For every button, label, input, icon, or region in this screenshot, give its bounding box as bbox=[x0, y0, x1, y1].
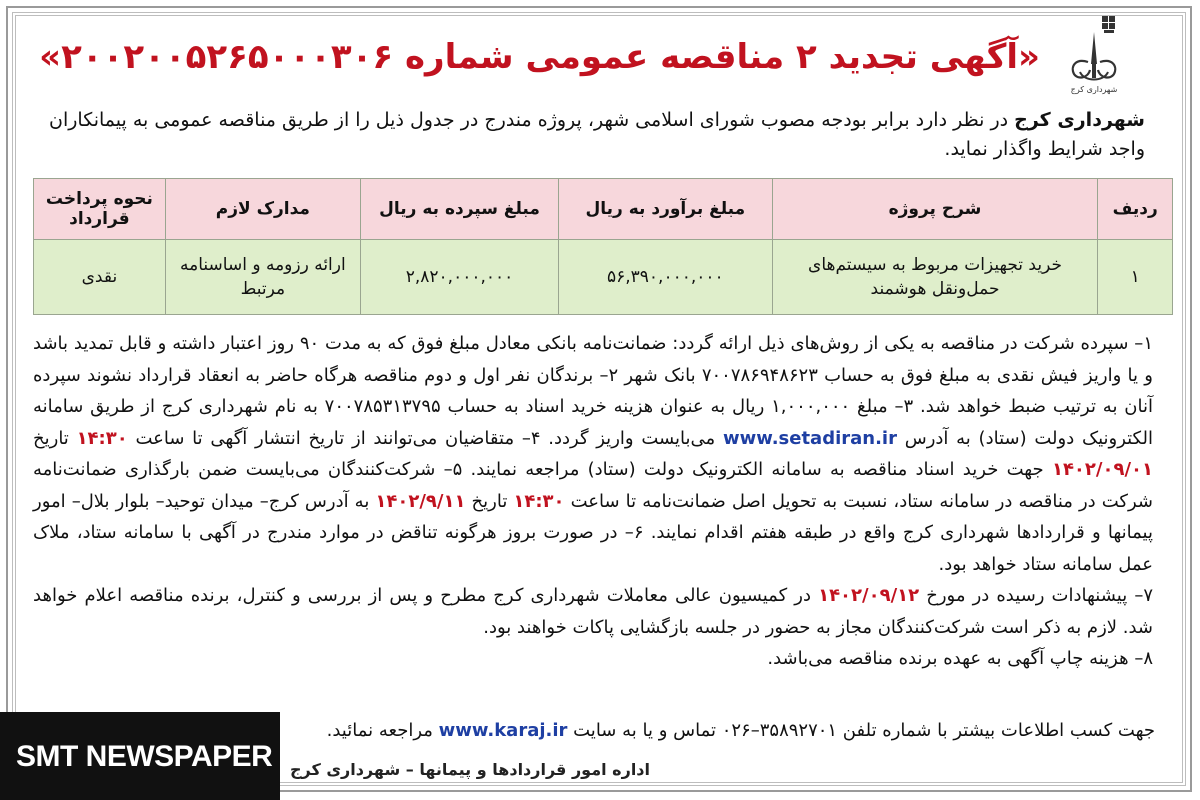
table-header-row bbox=[34, 179, 1173, 240]
conditions-paragraph-7 bbox=[33, 580, 1153, 643]
watermark-badge bbox=[0, 712, 280, 800]
header-project-description: شرح پروژه bbox=[772, 179, 1098, 240]
intro-bold: شهرداری کرج bbox=[1014, 109, 1145, 131]
footer-signature: اداره امور قراردادها و پیمانها – شهرداری کرج bbox=[290, 760, 650, 779]
karaj-municipality-logo bbox=[1058, 14, 1130, 96]
opening-date: ۱۴۰۲/۰۹/۱۲ bbox=[818, 585, 920, 606]
contact-text: جهت کسب اطلاعات بیشتر با شماره تلفن ۳۵۸۹۲۷۰۱–۰۲۶ تماس و یا به سایت bbox=[567, 720, 1155, 741]
karaj-link[interactable]: www.karaj.ir bbox=[438, 720, 568, 741]
header-deposit-amount: مبلغ سپرده به ریال bbox=[360, 179, 558, 240]
clause-text: ۷– پیشنهادات رسیده در مورخ bbox=[919, 585, 1154, 606]
conditions-paragraph-8: ۸– هزینه چاپ آگهی به عهده برنده مناقصه می‌باشد. bbox=[767, 648, 1153, 669]
deadline-time-1: ۱۴:۳۰ bbox=[76, 427, 128, 449]
clause-text: ۱– سپرده شرکت در مناقصه به یکی از روش‌های ذیل ارائه گردد: ضمانت‌نامه بانکی معادل مبلغ فوق که به مدت ۹۰ روز اعتبار داشته و قابل تمدید باشد و یا واریز فیش نقدی به مبلغ فوق به حساب ۷۰۰۷۸۶۹۴۸۶۲۳ بانک شهر ۲– برندگان نفر اول و دوم مناقصه هرگاه حاضر به انعقاد قرارداد نشوند سپرده آنان به ترتیب ضبط خواهد شد. ۳– مبلغ ۱,۰۰۰,۰۰۰ ریال به عنوان هزینه خرید اسناد به حساب ۷۰۰۷۸۵۳۱۳۷۹۵ به نام شهرداری کرج از طریق سامانه الکترونیک دولت (ستاد) به آدرس bbox=[33, 333, 1154, 449]
cell-row-number: ۱ bbox=[1098, 240, 1173, 315]
clause-text: در کمیسیون عالی معاملات شهرداری کرج مطرح و پس از بررسی و کنترل، برنده مناقصه اعلام خواهد شد. لازم به ذکر است شرکت‌کنندگان مجاز به حضور در جلسه بازگشایی پاکات خواهند بود. bbox=[33, 585, 1153, 638]
clause-text: تاریخ bbox=[33, 427, 77, 449]
logo-caption: شهرداری کرج bbox=[1070, 85, 1118, 94]
clause-text: جهت خرید اسناد مناقصه به سامانه الکترونیک دولت (ستاد) مراجعه نمایند. ۵– شرکت‌کنندگان می‌بایست ضمن بارگذاری ضمانت‌نامه شرکت در مناقصه در سامانه ستاد، نسبت به تحویل اصل ضمانت‌نامه تا ساعت bbox=[33, 459, 1153, 512]
setadiran-link[interactable]: www.setadiran.ir bbox=[722, 427, 897, 449]
conditions-text bbox=[33, 328, 1153, 675]
header-payment-method: نحوه پرداخت قرارداد bbox=[34, 179, 166, 240]
clause-text: به آدرس کرج– میدان توحید– بلوار بلال– امور پیمانها و قراردادها شهرداری کرج واقع در طبقه هفتم اقدام نمایند. ۶– در صورت بروز هرگونه تناقض در موارد مندرج در آگهی با سامانه ستاد، ملاک عمل سامانه ستاد خواهد بود. bbox=[33, 490, 1154, 575]
deadline-time-2: ۱۴:۳۰ bbox=[513, 490, 565, 512]
cell-project-description: خرید تجهیزات مربوط به سیستم‌های حمل‌ونقل هوشمند bbox=[772, 240, 1098, 315]
intro-paragraph bbox=[45, 106, 1145, 164]
deadline-date-2: ۱۴۰۲/۹/۱۱ bbox=[375, 490, 466, 512]
watermark-text: SMT NEWSPAPER bbox=[16, 740, 273, 773]
conditions-paragraph-1-6 bbox=[33, 328, 1153, 580]
tender-table bbox=[33, 178, 1173, 315]
table-row bbox=[34, 240, 1173, 315]
clause-text: می‌بایست واریز گردد. ۴– متقاضیان می‌توانند از تاریخ انتشار آگهی تا ساعت bbox=[127, 427, 723, 449]
deadline-date-1: ۱۴۰۲/۰۹/۰۱ bbox=[1051, 459, 1153, 480]
header-required-documents: مدارک لازم bbox=[165, 179, 360, 240]
intro-text: در نظر دارد برابر بودجه مصوب شورای اسلامی شهر، پروژه مندرج در جدول ذیل را از طریق مناقصه عمومی به پیمانکاران واجد شرایط واگذار نماید. bbox=[49, 109, 1145, 160]
notice-title: «آگهی تجدید ۲ مناقصه عمومی شماره ۲۰۰۲۰۰۵۲۶۵۰۰۰۳۰۶» bbox=[39, 37, 1040, 77]
cell-required-documents: ارائه رزومه و اساسنامه مرتبط bbox=[165, 240, 360, 315]
clause-text: تاریخ bbox=[465, 490, 514, 512]
cell-deposit-amount: ۲,۸۲۰,۰۰۰,۰۰۰ bbox=[360, 240, 558, 315]
cell-estimated-amount: ۵۶,۳۹۰,۰۰۰,۰۰۰ bbox=[559, 240, 772, 315]
header-row-number: ردیف bbox=[1098, 179, 1173, 240]
contact-text: مراجعه نمائید. bbox=[326, 720, 439, 741]
cell-payment-method: نقدی bbox=[34, 240, 166, 315]
header-estimated-amount: مبلغ برآورد به ریال bbox=[559, 179, 772, 240]
